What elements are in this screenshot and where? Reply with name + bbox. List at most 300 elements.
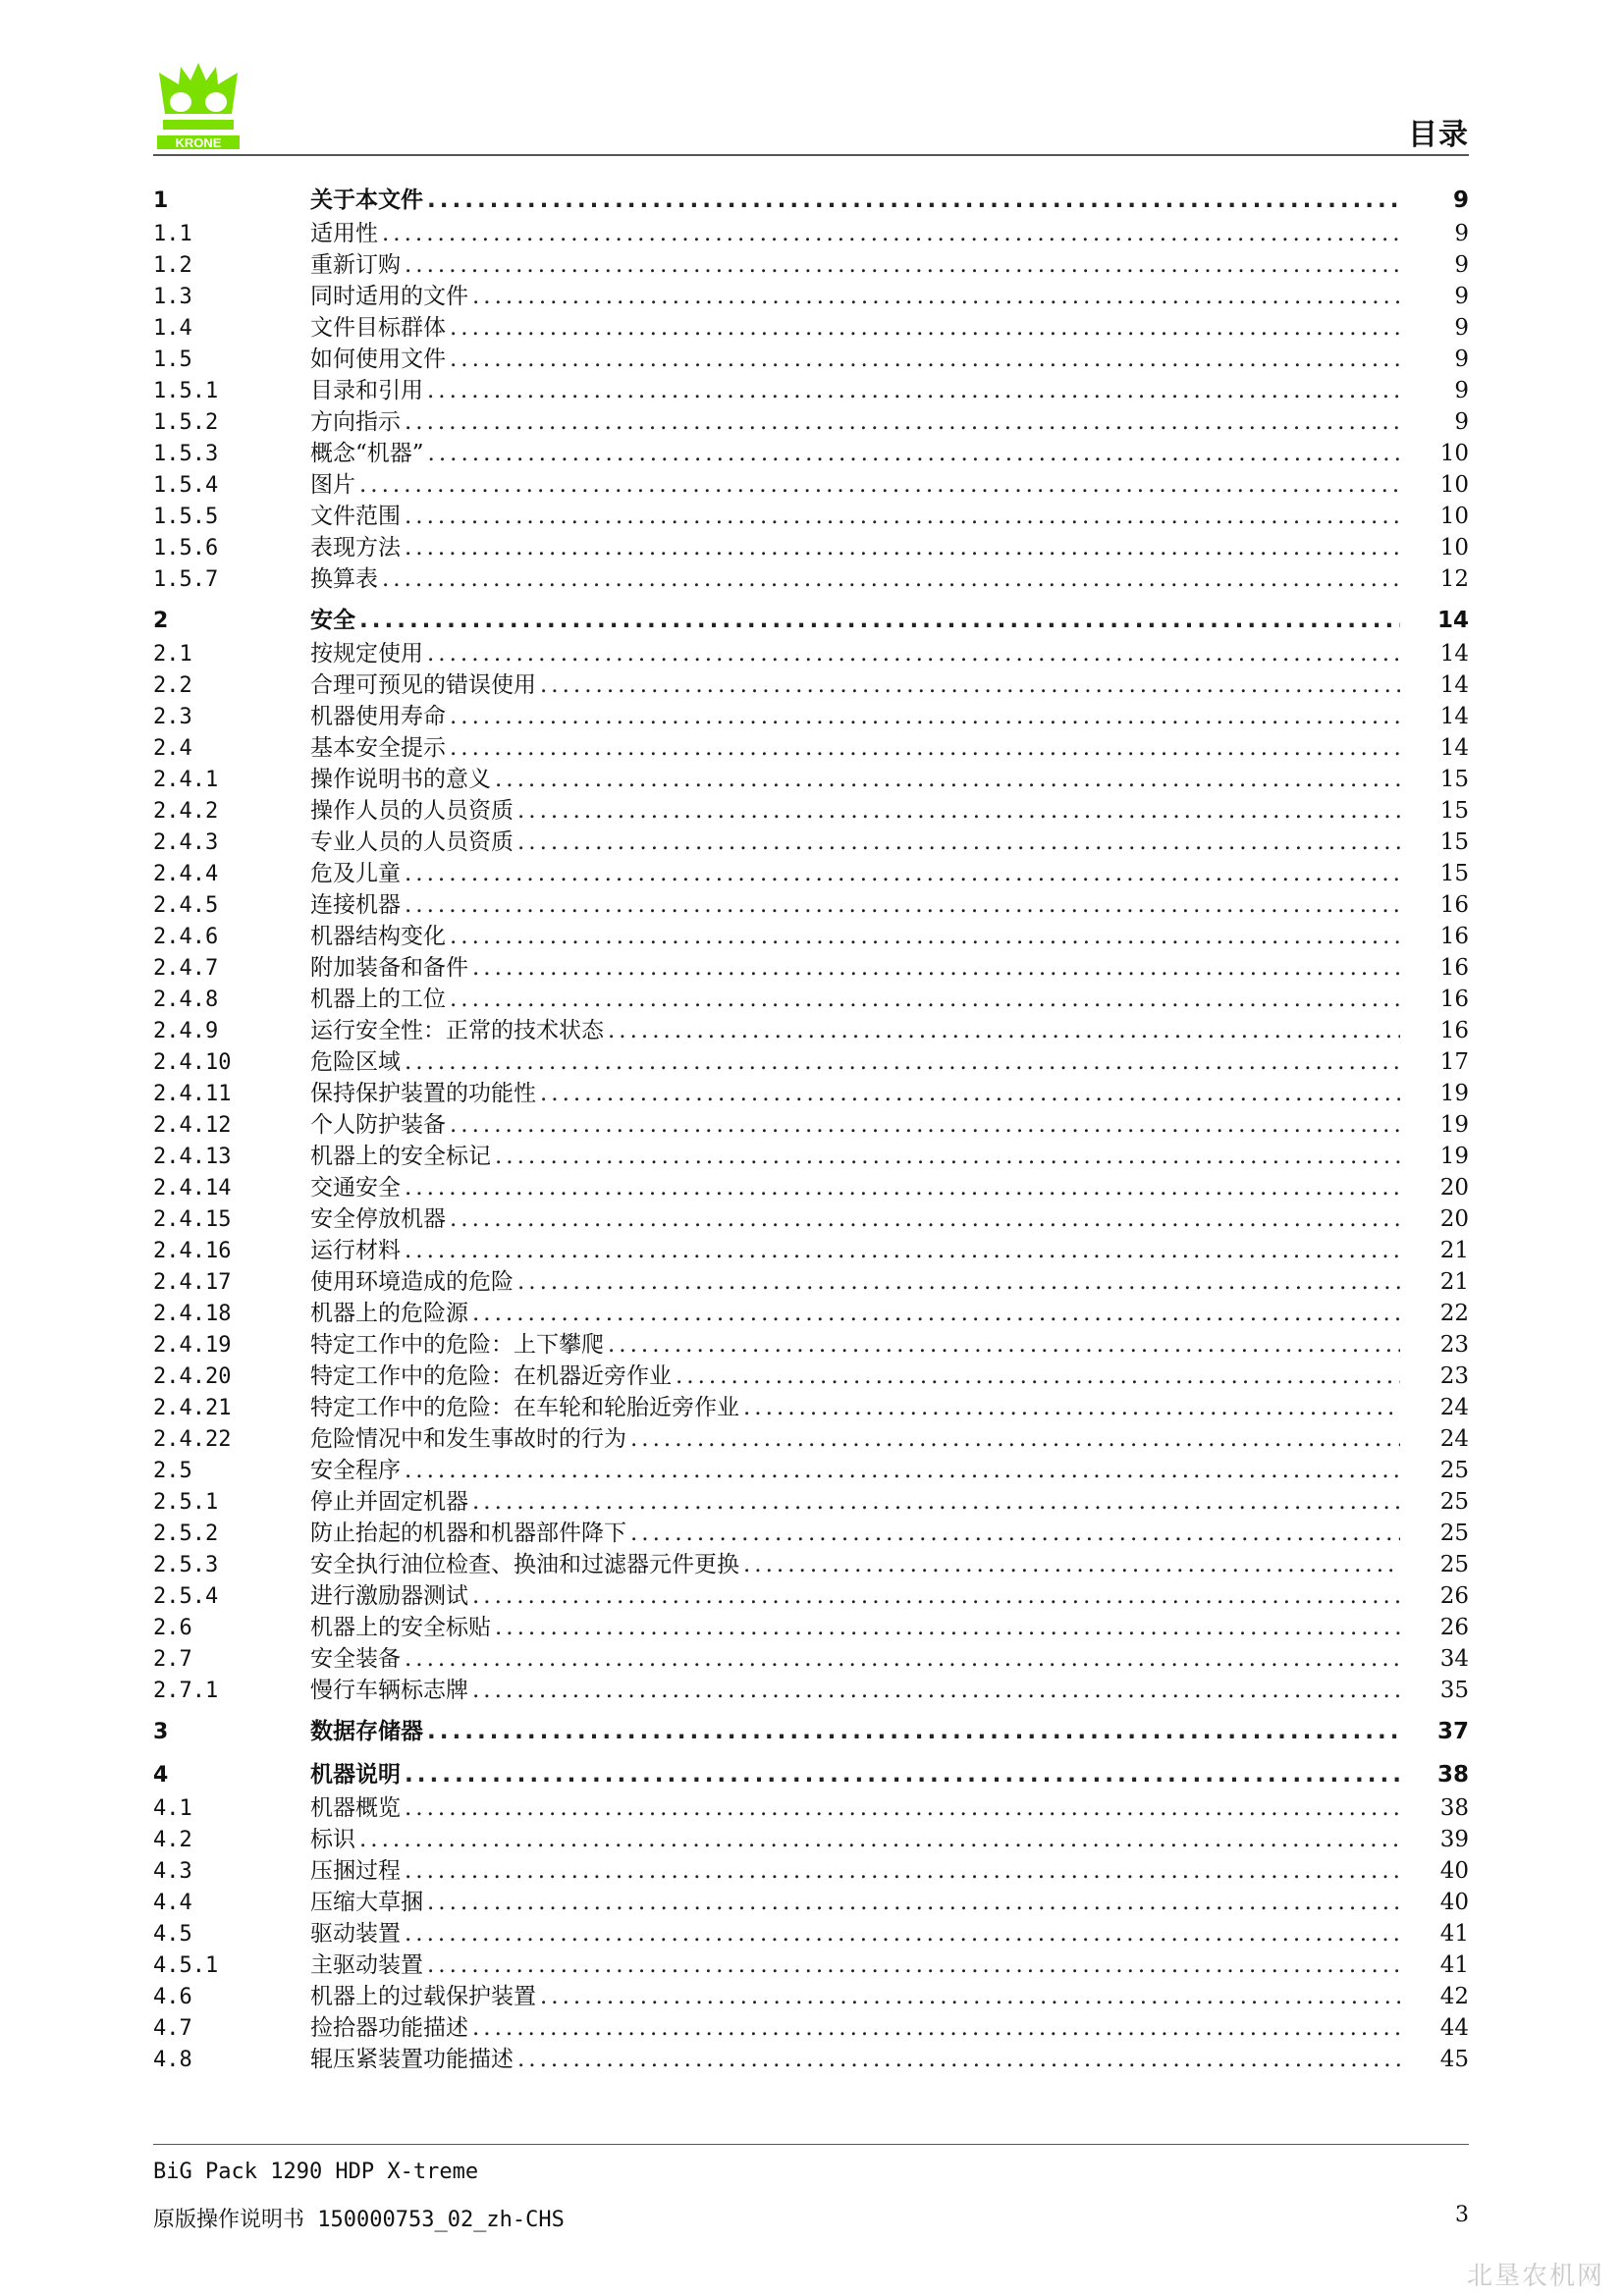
toc-entry-page: 15 [1439,829,1469,855]
toc-dot-leader [495,1141,1400,1172]
toc-chapter-entry[interactable] [153,1714,1469,1749]
toc-dot-leader [495,1612,1400,1643]
toc-entry-page: 23 [1439,1363,1469,1389]
toc-dot-leader [382,563,1400,595]
toc-entry[interactable] [153,1015,1469,1046]
toc-dot-leader [405,1455,1400,1486]
toc-entry-page: 19 [1439,1081,1469,1106]
toc-entry-title: 图片 [310,472,355,498]
toc-entry-number: 4.5.1 [153,1953,219,1978]
toc-dot-leader [427,375,1400,406]
toc-entry-title: 机器概览 [310,1795,401,1821]
toc-entry-title: 机器上的安全标贴 [310,1615,491,1640]
toc-entry-number: 2.4.8 [153,988,219,1012]
toc-entry-page: 39 [1439,1827,1469,1852]
toc-entry-page: 26 [1439,1615,1469,1640]
toc-entry-number: 2.7.1 [153,1679,219,1703]
toc-entry-number: 4 [153,1763,169,1788]
toc-entry[interactable] [153,1361,1469,1392]
watermark: 北垦农机网 [1466,2262,1604,2291]
toc-entry-page: 20 [1439,1175,1469,1201]
toc-entry-number: 2.1 [153,642,192,667]
toc-entry[interactable] [153,984,1469,1015]
toc-dot-leader [540,1078,1400,1109]
toc-dot-leader [405,406,1400,438]
toc-dot-leader [405,1046,1400,1078]
table-of-contents [153,183,1469,2075]
toc-entry[interactable] [153,532,1469,563]
toc-dot-leader [743,1549,1400,1580]
toc-entry[interactable] [153,1580,1469,1612]
toc-entry[interactable] [153,218,1469,249]
toc-entry[interactable] [153,1549,1469,1580]
toc-entry-title: 目录和引用 [310,378,423,403]
toc-entry-page: 16 [1439,955,1469,981]
toc-entry-number: 2.4.19 [153,1333,232,1358]
toc-entry-title: 重新订购 [310,252,401,278]
toc-entry-title: 运行安全性：正常的技术状态 [310,1018,604,1043]
toc-entry-number: 2.5.1 [153,1490,219,1515]
toc-entry-page: 40 [1439,1890,1469,1915]
toc-entry-number: 4.6 [153,1985,192,2009]
toc-dot-leader [427,1714,1400,1749]
toc-entry-page: 19 [1439,1112,1469,1138]
toc-entry-page: 14 [1439,735,1469,761]
toc-chapter-entry[interactable] [153,183,1469,218]
toc-entry[interactable] [153,1675,1469,1706]
toc-entry-page: 26 [1439,1583,1469,1609]
toc-entry[interactable] [153,406,1469,438]
toc-entry-page: 21 [1439,1269,1469,1295]
toc-entry-title: 使用环境造成的危险 [310,1269,514,1295]
toc-entry[interactable] [153,921,1469,952]
toc-entry[interactable] [153,1141,1469,1172]
toc-entry[interactable] [153,2044,1469,2075]
toc-entry-page: 9 [1454,315,1469,341]
toc-entry-page: 25 [1439,1521,1469,1546]
toc-entry-title: 交通安全 [310,1175,401,1201]
toc-entry-title: 连接机器 [310,892,401,918]
toc-dot-leader [472,1675,1400,1706]
toc-entry-title: 机器上的危险源 [310,1301,468,1326]
toc-dot-leader [472,281,1400,312]
toc-entry-page: 20 [1439,1206,1469,1232]
toc-entry-page: 23 [1439,1332,1469,1358]
toc-entry-title: 安全执行油位检查、换油和过滤器元件更换 [310,1552,739,1577]
toc-entry-title: 基本安全提示 [310,735,446,761]
toc-entry-number: 1.3 [153,285,192,309]
toc-dot-leader [472,2012,1400,2044]
toc-entry-title: 机器上的工位 [310,987,446,1012]
toc-entry-number: 2.4.17 [153,1270,232,1295]
toc-entry[interactable] [153,1266,1469,1298]
footer-product: BiG Pack 1290 HDP X-treme [153,2160,479,2184]
toc-entry-number: 4.2 [153,1828,192,1852]
toc-entry-page: 42 [1439,1984,1469,2009]
toc-entry-title: 保持保护装置的功能性 [310,1081,536,1106]
toc-dot-leader [382,218,1400,249]
toc-dot-leader [427,638,1400,669]
toc-entry-title: 安全 [310,608,355,633]
toc-entry[interactable] [153,732,1469,764]
toc-entry-page: 15 [1439,798,1469,824]
toc-entry-page: 22 [1439,1301,1469,1326]
toc-entry-number: 2.5.4 [153,1584,219,1609]
toc-entry[interactable] [153,1298,1469,1329]
toc-dot-leader [630,1518,1400,1549]
toc-entry-page: 15 [1439,767,1469,792]
toc-entry-title: 机器使用寿命 [310,704,446,729]
toc-entry-number: 4.5 [153,1922,192,1947]
toc-entry-title: 同时适用的文件 [310,284,468,309]
toc-dot-leader [359,1824,1400,1855]
toc-entry-page: 16 [1439,1018,1469,1043]
toc-entry-number: 2.4.9 [153,1019,219,1043]
toc-dot-leader [630,1423,1400,1455]
toc-entry-title: 操作人员的人员资质 [310,798,514,824]
header-divider [153,154,1469,156]
toc-dot-leader [450,1203,1400,1235]
toc-dot-leader [405,501,1400,532]
toc-entry[interactable] [153,952,1469,984]
svg-text:KRONE: KRONE [175,135,222,150]
toc-entry-number: 2.5 [153,1459,192,1483]
toc-entry-title: 运行材料 [310,1238,401,1263]
toc-entry-page: 35 [1439,1678,1469,1703]
toc-entry-number: 1.5.1 [153,379,219,403]
page-title: 目录 [1408,118,1469,152]
toc-entry[interactable] [153,827,1469,858]
toc-entry-number: 2.4.6 [153,925,219,949]
toc-entry[interactable] [153,1887,1469,1918]
toc-dot-leader [405,1757,1400,1792]
toc-entry-number: 2.4.10 [153,1050,232,1075]
toc-entry-page: 14 [1436,608,1469,633]
toc-entry[interactable] [153,795,1469,827]
toc-entry[interactable] [153,1643,1469,1675]
toc-entry-page: 12 [1439,566,1469,592]
toc-entry[interactable] [153,1455,1469,1486]
toc-dot-leader [405,532,1400,563]
toc-entry-title: 危险区域 [310,1049,401,1075]
toc-entry[interactable] [153,1486,1469,1518]
toc-entry-page: 9 [1452,187,1469,213]
toc-entry[interactable] [153,1235,1469,1266]
toc-dot-leader [450,1109,1400,1141]
toc-entry-title: 标识 [310,1827,355,1852]
toc-entry-page: 40 [1439,1858,1469,1884]
toc-entry-page: 17 [1439,1049,1469,1075]
toc-dot-leader [472,1298,1400,1329]
page-number: 3 [1455,2203,1469,2227]
toc-dot-leader [472,952,1400,984]
toc-entry-page: 16 [1439,892,1469,918]
toc-dot-leader [517,2044,1400,2075]
toc-entry-page: 21 [1439,1238,1469,1263]
toc-entry-number: 2.3 [153,705,192,729]
toc-entry[interactable] [153,1392,1469,1423]
toc-entry[interactable] [153,281,1469,312]
toc-entry-title: 操作说明书的意义 [310,767,491,792]
toc-entry[interactable] [153,669,1469,701]
toc-dot-leader [405,1172,1400,1203]
toc-entry[interactable] [153,1172,1469,1203]
toc-dot-leader [540,669,1400,701]
toc-dot-leader [472,1580,1400,1612]
toc-dot-leader [517,1266,1400,1298]
toc-entry-number: 1.5.3 [153,442,219,466]
toc-dot-leader [427,1949,1400,1981]
toc-entry-title: 安全装备 [310,1646,401,1672]
toc-dot-leader [359,603,1400,638]
toc-entry-title: 合理可预见的错误使用 [310,672,536,698]
toc-entry-number: 2.7 [153,1647,192,1672]
toc-entry-title: 概念“机器” [310,441,424,466]
toc-dot-leader [676,1361,1400,1392]
toc-entry-title: 安全程序 [310,1458,401,1483]
toc-entry[interactable] [153,1203,1469,1235]
toc-entry[interactable] [153,1329,1469,1361]
toc-entry[interactable] [153,501,1469,532]
toc-entry-number: 1.5.7 [153,567,219,592]
toc-dot-leader [495,764,1400,795]
toc-entry[interactable] [153,1423,1469,1455]
toc-entry-page: 9 [1454,347,1469,372]
toc-entry-title: 方向指示 [310,409,401,435]
krone-crown-icon [153,59,244,153]
toc-entry-number: 2.4.11 [153,1082,232,1106]
krone-logo [153,59,244,153]
toc-dot-leader [540,1981,1400,2012]
toc-dot-leader [359,469,1400,501]
toc-entry-page: 16 [1439,924,1469,949]
toc-entry-page: 25 [1439,1489,1469,1515]
toc-entry-page: 9 [1454,378,1469,403]
toc-dot-leader [450,921,1400,952]
toc-entry-title: 压缩大草捆 [310,1890,423,1915]
toc-entry-title: 数据存储器 [310,1719,423,1744]
toc-entry-title: 机器说明 [310,1762,401,1788]
toc-entry-number: 2.4.1 [153,768,219,792]
toc-dot-leader [450,312,1400,344]
toc-chapter-entry[interactable] [153,1757,1469,1792]
toc-entry-number: 2.4.12 [153,1113,232,1138]
toc-entry[interactable] [153,764,1469,795]
toc-entry[interactable] [153,1918,1469,1949]
toc-entry-title: 按规定使用 [310,641,423,667]
toc-entry[interactable] [153,1078,1469,1109]
toc-entry[interactable] [153,858,1469,889]
toc-entry-number: 2.5.3 [153,1553,219,1577]
toc-entry[interactable] [153,312,1469,344]
toc-entry-title: 安全停放机器 [310,1206,446,1232]
toc-entry-title: 表现方法 [310,535,401,561]
toc-dot-leader [405,1918,1400,1949]
toc-entry-number: 2.4.22 [153,1427,232,1452]
toc-entry-number: 1 [153,188,169,213]
toc-entry-page: 14 [1439,704,1469,729]
toc-dot-leader [405,249,1400,281]
toc-entry[interactable] [153,1109,1469,1141]
toc-entry-title: 机器上的过载保护装置 [310,1984,536,2009]
toc-entry-title: 如何使用文件 [310,347,446,372]
toc-entry-number: 2.4 [153,736,192,761]
toc-entry[interactable] [153,469,1469,501]
toc-entry-title: 驱动装置 [310,1921,401,1947]
toc-entry-page: 14 [1439,641,1469,667]
toc-entry-number: 2.4.20 [153,1364,232,1389]
toc-entry-page: 10 [1439,504,1469,529]
toc-entry-number: 3 [153,1720,169,1744]
toc-entry-page: 24 [1439,1426,1469,1452]
toc-entry-title: 停止并固定机器 [310,1489,468,1515]
toc-entry-number: 1.5.2 [153,410,219,435]
toc-entry-number: 4.3 [153,1859,192,1884]
toc-entry-title: 文件范围 [310,504,401,529]
toc-entry-page: 34 [1439,1646,1469,1672]
toc-entry-number: 1.5.5 [153,505,219,529]
toc-entry-number: 4.1 [153,1796,192,1821]
toc-entry-number: 2.4.4 [153,862,219,886]
toc-entry-page: 14 [1439,672,1469,698]
toc-entry-title: 机器结构变化 [310,924,446,949]
toc-entry[interactable] [153,563,1469,595]
toc-entry[interactable] [153,889,1469,921]
toc-entry-number: 4.7 [153,2016,192,2041]
toc-entry-number: 2.4.5 [153,893,219,918]
toc-entry-number: 1.5.6 [153,536,219,561]
toc-entry-title: 附加装备和备件 [310,955,468,981]
toc-entry-number: 2.4.14 [153,1176,232,1201]
toc-entry-page: 10 [1439,441,1469,466]
toc-entry-title: 个人防护装备 [310,1112,446,1138]
toc-dot-leader [608,1329,1400,1361]
toc-entry-title: 主驱动装置 [310,1952,423,1978]
toc-entry-page: 38 [1436,1762,1469,1788]
toc-entry-number: 2.2 [153,673,192,698]
toc-dot-leader [405,1643,1400,1675]
toc-dot-leader [450,984,1400,1015]
toc-entry-title: 换算表 [310,566,378,592]
toc-entry-number: 2.4.18 [153,1302,232,1326]
toc-entry-title: 专业人员的人员资质 [310,829,514,855]
toc-entry-number: 2.6 [153,1616,192,1640]
toc-entry-number: 1.5 [153,347,192,372]
toc-dot-leader [405,1792,1400,1824]
toc-entry[interactable] [153,1981,1469,2012]
toc-entry[interactable] [153,1612,1469,1643]
toc-entry-page: 19 [1439,1144,1469,1169]
toc-entry-title: 辊压紧装置功能描述 [310,2047,514,2072]
toc-entry-title: 适用性 [310,221,378,246]
toc-entry-page: 41 [1439,1921,1469,1947]
toc-entry-number: 2.5.2 [153,1522,219,1546]
toc-entry-title: 文件目标群体 [310,315,446,341]
toc-dot-leader [405,1235,1400,1266]
toc-entry[interactable] [153,638,1469,669]
toc-entry-page: 9 [1454,221,1469,246]
toc-entry-title: 机器上的安全标记 [310,1144,491,1169]
footer-divider [153,2144,1469,2145]
toc-entry-page: 16 [1439,987,1469,1012]
toc-entry-title: 进行激励器测试 [310,1583,468,1609]
toc-entry-number: 1.1 [153,222,192,246]
toc-entry-number: 2 [153,609,169,633]
toc-entry[interactable] [153,1949,1469,1981]
toc-entry-page: 24 [1439,1395,1469,1420]
toc-entry[interactable] [153,375,1469,406]
toc-entry-number: 2.4.16 [153,1239,232,1263]
toc-entry-page: 10 [1439,472,1469,498]
toc-entry[interactable] [153,1824,1469,1855]
toc-dot-leader [450,732,1400,764]
toc-entry-number: 1.2 [153,253,192,278]
toc-entry[interactable] [153,438,1469,469]
toc-dot-leader [472,1486,1400,1518]
toc-entry-page: 9 [1454,284,1469,309]
toc-entry-title: 特定工作中的危险：在机器近旁作业 [310,1363,672,1389]
toc-entry[interactable] [153,1855,1469,1887]
toc-dot-leader [427,1887,1400,1918]
toc-entry[interactable] [153,2012,1469,2044]
toc-entry-number: 4.4 [153,1891,192,1915]
toc-entry-page: 15 [1439,861,1469,886]
toc-dot-leader [405,889,1400,921]
toc-entry-page: 38 [1439,1795,1469,1821]
toc-dot-leader [743,1392,1400,1423]
toc-entry[interactable] [153,1792,1469,1824]
toc-entry-number: 4.8 [153,2048,192,2072]
toc-entry-number: 1.4 [153,316,192,341]
toc-dot-leader [517,827,1400,858]
toc-entry-title: 慢行车辆标志牌 [310,1678,468,1703]
toc-entry-number: 2.4.3 [153,830,219,855]
toc-entry-page: 41 [1439,1952,1469,1978]
toc-dot-leader [450,344,1400,375]
toc-entry[interactable] [153,1046,1469,1078]
toc-entry-title: 关于本文件 [310,187,423,213]
toc-entry-title: 危险情况中和发生事故时的行为 [310,1426,626,1452]
toc-dot-leader [608,1015,1400,1046]
toc-dot-leader [450,701,1400,732]
toc-entry-title: 捡拾器功能描述 [310,2015,468,2041]
toc-entry[interactable] [153,1518,1469,1549]
toc-dot-leader [428,438,1400,469]
footer-document: 原版操作说明书 150000753_02_zh-CHS [153,2208,565,2232]
toc-chapter-entry[interactable] [153,603,1469,638]
toc-entry-page: 25 [1439,1458,1469,1483]
toc-entry-page: 45 [1439,2047,1469,2072]
toc-entry-number: 2.4.13 [153,1145,232,1169]
toc-entry-title: 防止抬起的机器和机器部件降下 [310,1521,626,1546]
toc-entry-number: 2.4.21 [153,1396,232,1420]
toc-entry-page: 44 [1439,2015,1469,2041]
toc-entry-title: 特定工作中的危险：上下攀爬 [310,1332,604,1358]
toc-entry-page: 37 [1436,1719,1469,1744]
toc-dot-leader [405,858,1400,889]
toc-entry[interactable] [153,249,1469,281]
toc-entry-title: 压捆过程 [310,1858,401,1884]
toc-dot-leader [405,1855,1400,1887]
toc-entry-number: 2.4.7 [153,956,219,981]
toc-entry-title: 特定工作中的危险：在车轮和轮胎近旁作业 [310,1395,739,1420]
toc-entry[interactable] [153,344,1469,375]
toc-dot-leader [427,183,1400,218]
toc-entry[interactable] [153,701,1469,732]
toc-entry-number: 2.4.2 [153,799,219,824]
toc-entry-title: 危及儿童 [310,861,401,886]
toc-entry-number: 1.5.4 [153,473,219,498]
